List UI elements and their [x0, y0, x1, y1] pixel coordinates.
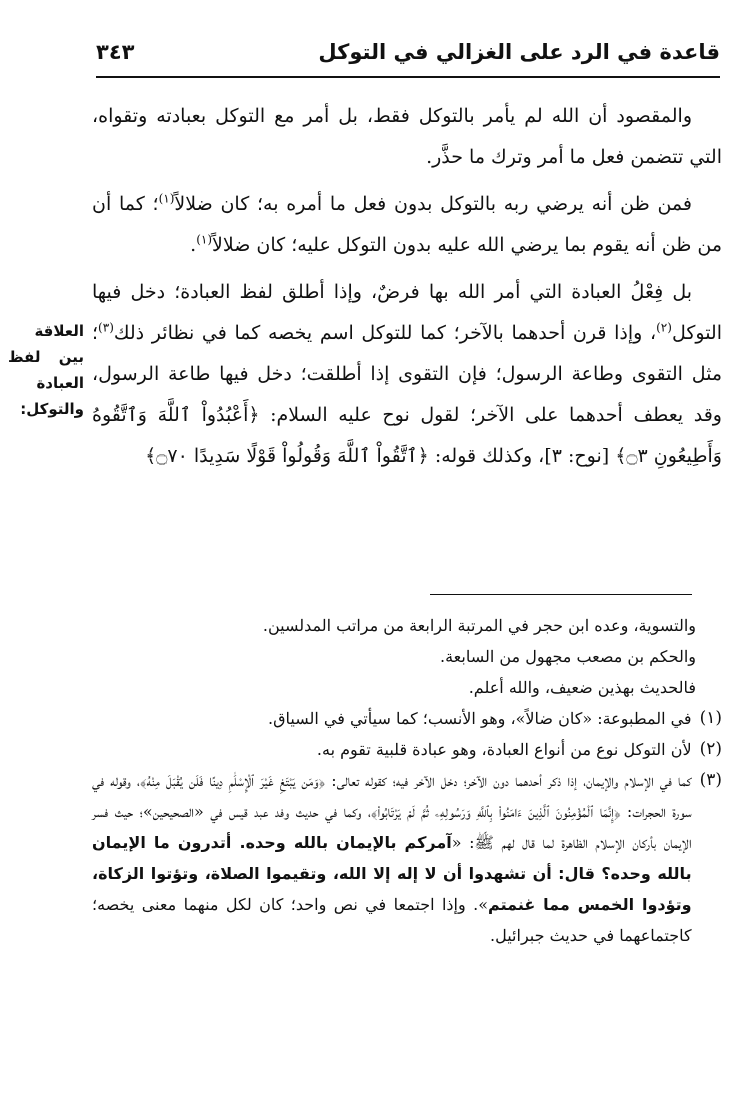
footnote-1-text: في المطبوعة: «كان ضالاً»، وهو الأنسب؛ كما سيأتي في السياق. [268, 709, 692, 728]
footnote-3-text [92, 765, 692, 951]
footnote-1-number: (١) [699, 708, 722, 728]
footnote-1 [92, 703, 722, 734]
paragraph-3-part-b: ، وإذا قرن أحدهما بالآخر؛ كما للتوكل اسم يخصه كما في نظائر ذلك [113, 322, 657, 344]
paragraph-3-part-a: بل فِعْلُ العبادة التي أمر الله بها فرضٌ، وإذا أطلق لفظ العبادة؛ دخل فيها التوكل [92, 281, 722, 344]
footnote-3-part-b: ». وإذا اجتمعا في نص واحد؛ كان لكل منهما معنى يخصه؛ كاجتماعهما في حديث جبرائيل. [92, 895, 692, 945]
paragraph-1: والمقصود أن الله لم يأمر بالتوكل فقط، بل أمر مع التوكل بعبادته وتقواه، التي تتضمن فعل ما أمر وترك ما حذَّر. [92, 105, 722, 168]
footnote-3 [92, 765, 722, 951]
page-number: ٣٤٣ [96, 40, 135, 64]
footnotes [92, 610, 722, 951]
quran-verse-ahzab: ﴿ٱتَّقُواْ ٱللَّهَ وَقُولُواْ قَوْلًا سَدِيدًا ۝٧٠﴾ [145, 445, 429, 467]
paragraph-3-part-d: [نوح: ٣]، وكذلك قوله: [428, 445, 616, 467]
quran-verse-nuh: ﴿أَعْبُدُواْ ٱللَّهَ وَٱتَّقُوهُ وَأَطِيعُونِ ۝٣﴾ [92, 404, 722, 467]
paragraph-2 [92, 184, 722, 266]
footnote-3-number: (٣) [699, 770, 722, 790]
footnote-ref-1b: (١) [196, 232, 213, 247]
paragraph-2-part-a: فمن ظن أنه يرضي ربه بالتوكل بدون فعل ما أمره به؛ كان ضلالاً [174, 193, 692, 215]
paragraph-3-part-c: ؛ مثل التقوى وطاعة الرسول؛ فإن التقوى إذا أطلقت؛ دخل فيها طاعة الرسول، وقد يعطف أحدهما على الآخر؛ لقول نوح عليه السلام: [92, 322, 722, 426]
footnote-2-text: لأن التوكل نوع من أنواع العبادة، وهو عبادة قلبية تقوم به. [316, 740, 692, 759]
paragraph-2-part-b: ؛ كما أن من ظن أنه يقوم بما يرضي الله عليه بدون التوكل عليه؛ كان ضلالاً [92, 193, 722, 256]
footnote-3-hadith: آمركم بالإيمان بالله وحده. أتدرون ما الإيمان بالله وحده؟ قال: أن تشهدوا أن لا إله إلا الله، وتقيموا الصلاة، وتؤتوا الزكاة، وتؤدوا الخمس مما غنمتم [92, 833, 692, 914]
footnote-continuation-2: والحكم بن مصعب مجهول من السابعة. [439, 647, 696, 666]
footnote-2 [92, 734, 722, 765]
footnote-continuation-3: فالحديث بهذين ضعيف، والله أعلم. [468, 678, 696, 697]
footnote-ref-2: (٢) [656, 320, 672, 335]
margin-heading: العلاقة بين لفظ العبادة والتوكل: [8, 322, 84, 418]
footnote-divider [430, 594, 692, 595]
footnote-3-part-a: كما في الإسلام والإيمان، إذا ذكر أحدهما دون الآخر؛ دخل الآخر فيه؛ كقوله تعالى: ﴿وَمَن يَبْتَغِ غَيْرَ ٱلْإِسْلَٰمِ دِينًا فَلَن يُقْبَلَ مِنْهُ﴾، وقوله في سورة الحجرات: ﴿إِنَّمَا ٱلْمُؤْمِنُونَ ٱلَّذِينَ ءَامَنُواْ بِٱللَّهِ وَرَسُولِهِۦ ثُمَّ لَمْ يَرْتَابُواْ﴾، وكما في حديث وفد عبد قيس في «الصحيحين»؛ حيث فسر الإيمان بأركان الإسلام الظاهرة لما قال لهم ﷺ: « [92, 771, 692, 852]
paragraph-3 [92, 272, 722, 477]
paragraph-2-part-c: . [190, 234, 197, 256]
running-header [96, 36, 720, 78]
footnote-continuation-1: والتسوية، وعده ابن حجر في المرتبة الرابعة من مراتب المدلسين. [262, 616, 696, 635]
main-text [92, 96, 722, 483]
footnote-ref-1: (١) [158, 191, 175, 206]
footnote-2-number: (٢) [699, 739, 722, 759]
header-title: قاعدة في الرد على الغزالي في التوكل [318, 40, 720, 64]
footnote-ref-3: (٣) [98, 320, 114, 335]
